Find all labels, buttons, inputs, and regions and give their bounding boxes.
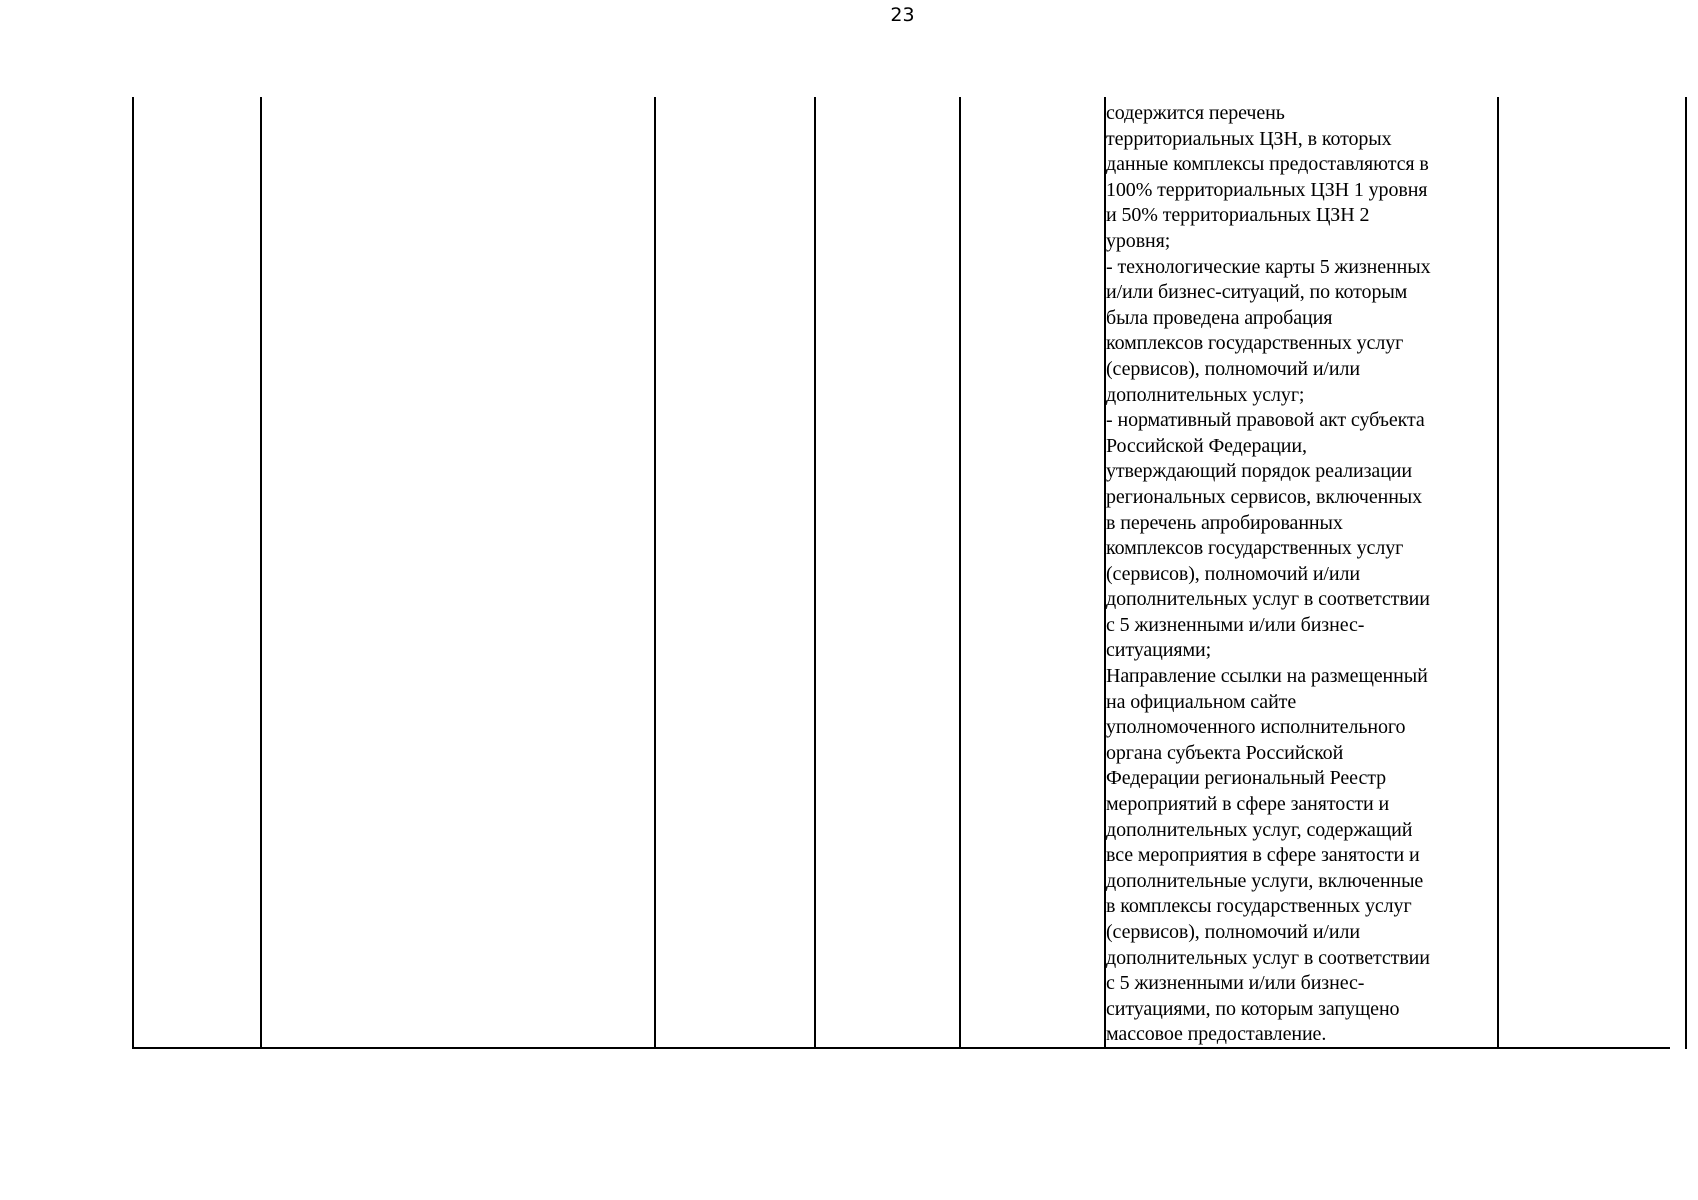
table-cell-reporting-documents: содержится перечень территориальных ЦЗН, в которых данные комплексы предоставляются в 100% территориальных ЦЗН 1 уровня и 50% территориальных ЦЗН 2 уровня; - технологические карты 5 жизненных и/или бизнес-ситуаций, по которым была проведена апробация комплексов государственных услуг (сервисов), полномочий и/или дополнительных услуг; - нормативный правовой акт субъекта Российской Федерации, утверждающий порядок реализации региональных сервисов, включенных в перечень апробированных комплексов государственных услуг (сервисов), полномочий и/или дополнительных услуг в соответствии с 5 жизненными и/или бизнес- ситуациями; Направление ссылки на размещенный на официальном сайте уполномоченного исполнительного органа субъекта Российской Федерации региональный Реестр мероприятий в сфере занятости и дополнительных услуг, содержащий все мероприятия в сфере занятости и дополнительные услуги, включенные в комплексы государственных услуг (сервисов), полномочий и/или дополнительных услуг в соответствии с 5 жизненными и/или бизнес- ситуациями, по которым запущено массовое предоставление. [1106,102,1431,1046]
table-border-left [132,97,134,1049]
column-divider-4 [959,97,961,1049]
column-divider-2 [654,97,656,1049]
column-divider-3 [814,97,816,1049]
table-border-right [1685,97,1687,1049]
column-divider-6 [1497,97,1499,1049]
column-divider-1 [260,97,262,1049]
page-number: 23 [890,4,915,26]
